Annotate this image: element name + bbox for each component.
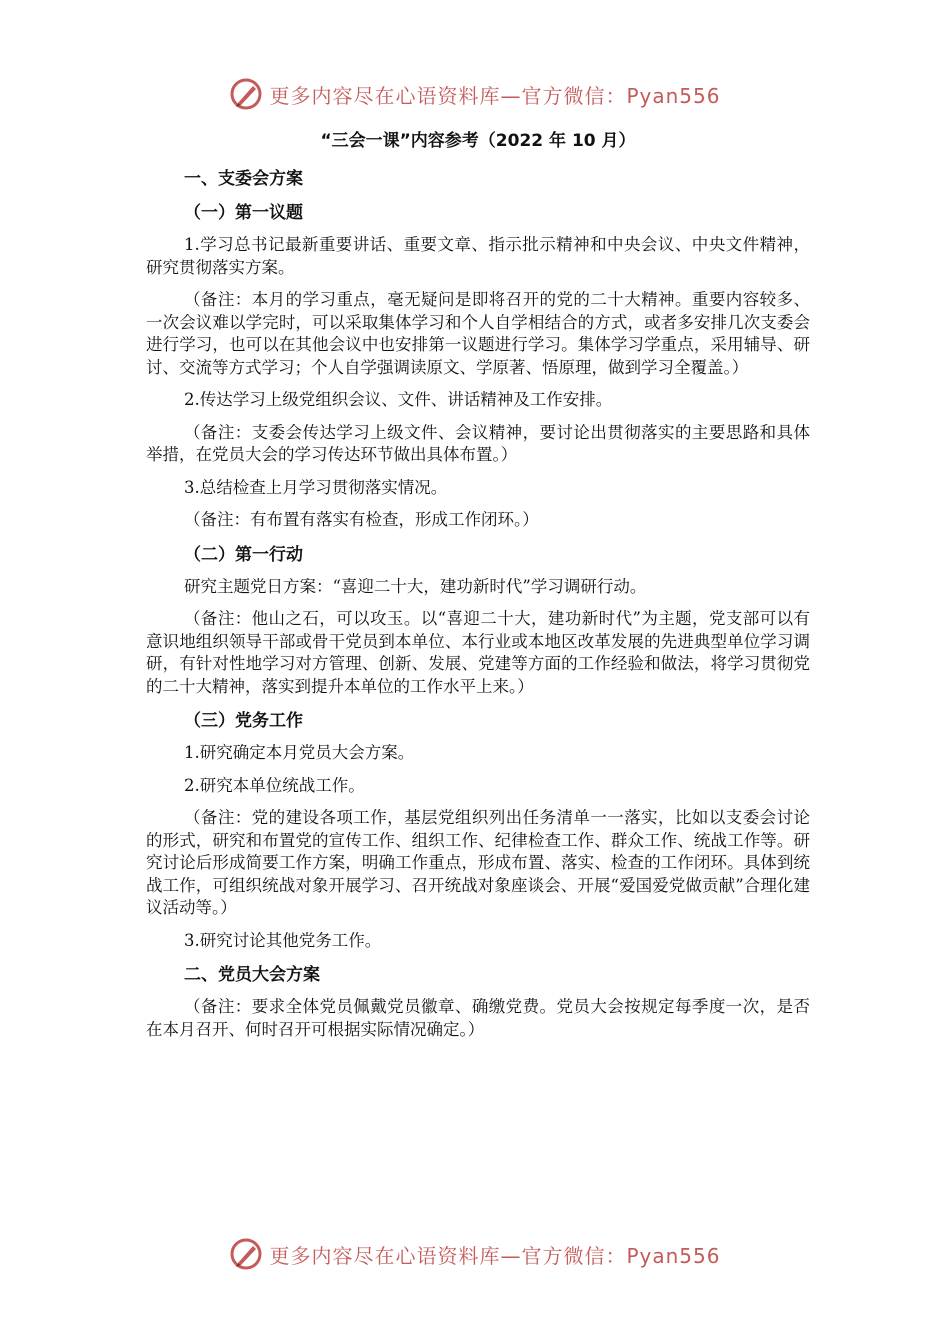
subsection-heading: （三）党务工作 xyxy=(184,711,303,731)
watermark-top xyxy=(0,74,950,114)
paragraph: 2.研究本单位统战工作。 xyxy=(184,775,365,795)
note-paragraph: （备注：党的建设各项工作，基层党组织列出任务清单一一落实，比如以支委会讨论的形式，研究和布置党的宣传工作、组织工作、纪律检查工作、群众工作、统战工作等。研究讨论后形成简要工作方案，明确工作重点，形成布置、落实、检查的工作闭环。具体到统战工作，可组织统战对象开展学习、召开统战对象座谈会、开展“爱国爱党做贡献”合理化建议活动等。） xyxy=(146,808,810,917)
paragraph: 3.研究讨论其他党务工作。 xyxy=(184,930,382,950)
paragraph: 研究主题党日方案：“喜迎二十大，建功新时代”学习调研行动。 xyxy=(184,576,647,596)
watermark-text: 更多内容尽在心语资料库—官方微信：Pyan556 xyxy=(269,1243,721,1268)
subsection-heading: （一）第一议题 xyxy=(184,203,303,223)
document-title: “三会一课”内容参考（2022 年 10 月） xyxy=(320,131,636,151)
paragraph: 1.学习总书记最新重要讲话、重要文章、指示批示精神和中央会议、中央文件精神，研究贯彻落实方案。 xyxy=(146,235,810,277)
paragraph: 3.总结检查上月学习贯彻落实情况。 xyxy=(184,477,448,497)
note-paragraph: （备注：支委会传达学习上级文件、会议精神，要讨论出贯彻落实的主要思路和具体举措，在党员大会的学习传达环节做出具体布置。） xyxy=(146,422,810,464)
section-heading: 二、党员大会方案 xyxy=(184,965,320,985)
pen-logo-icon xyxy=(229,1237,263,1271)
subsection-heading: （二）第一行动 xyxy=(184,544,303,565)
watermark-text: 更多内容尽在心语资料库—官方微信：Pyan556 xyxy=(269,83,721,108)
document-body xyxy=(146,128,810,1051)
note-paragraph: （备注：有布置有落实有检查，形成工作闭环。） xyxy=(184,510,539,529)
paragraph: 1.研究确定本月党员大会方案。 xyxy=(184,743,415,762)
section-heading: 一、支委会方案 xyxy=(184,169,303,189)
note-paragraph: （备注：他山之石，可以攻玉。以“喜迎二十大，建功新时代”为主题，党支部可以有意识地组织领导干部或骨干党员到本单位、本行业或本地区改革发展的先进典型单位学习调研，有针对性地学习对方管理、创新、发展、党建等方面的工作经验和做法，将学习贯彻党的二十大精神，落实到提升本单位的工作水平上来。） xyxy=(146,609,810,696)
pen-logo-icon xyxy=(229,77,263,111)
note-paragraph: （备注：本月的学习重点，毫无疑问是即将召开的党的二十大精神。重要内容较多、一次会议难以学完时，可以采取集体学习和个人自学相结合的方式，或者多安排几次支委会进行学习，也可以在其他会议中也安排第一议题进行学习。集体学习学重点，采用辅导、研讨、交流等方式学习；个人自学强调读原文、学原著、悟原理，做到学习全覆盖。） xyxy=(146,290,810,377)
watermark-bottom xyxy=(0,1234,950,1274)
paragraph: 2.传达学习上级党组织会议、文件、讲话精神及工作安排。 xyxy=(184,390,613,409)
note-paragraph: （备注：要求全体党员佩戴党员徽章、确缴党费。党员大会按规定每季度一次，是否在本月召开、何时召开可根据实际情况确定。） xyxy=(146,997,810,1039)
